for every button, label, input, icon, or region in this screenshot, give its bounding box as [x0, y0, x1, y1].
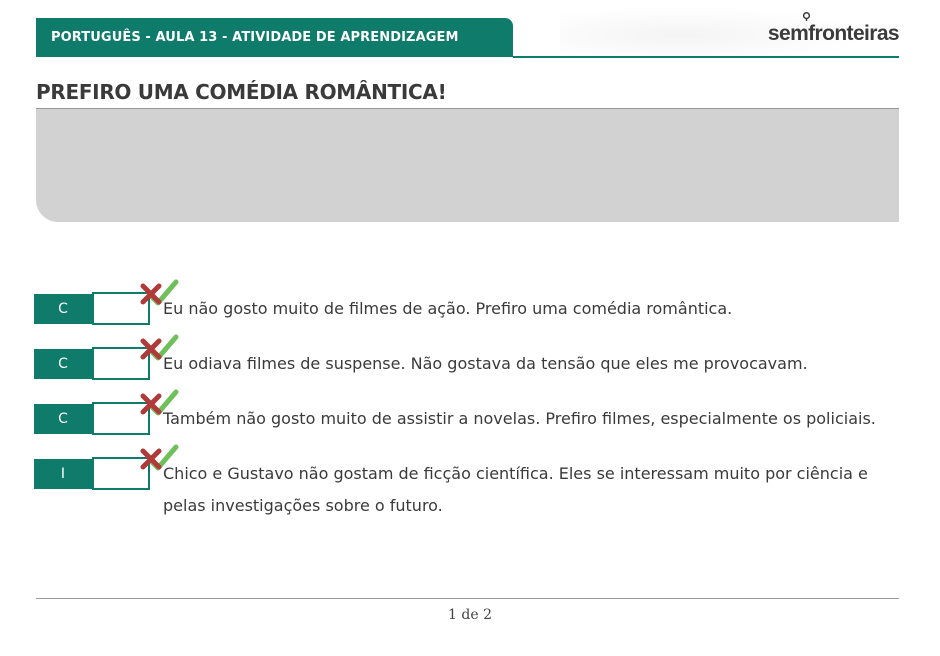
page-title: PREFIRO UMA COMÉDIA ROMÂNTICA! [36, 80, 447, 104]
statement-text: Eu não gosto muito de filmes de ação. Prefiro uma comédia romântica. [163, 299, 733, 318]
footer-divider [36, 598, 899, 599]
pagination: 1 de 2 [448, 607, 492, 623]
instructions-panel [36, 109, 899, 222]
location-pin-icon [802, 12, 811, 21]
header-divider [513, 56, 899, 58]
logo-text-fronteiras: fronteiras [808, 22, 899, 45]
answer-tag: C [34, 349, 92, 379]
statement-text: Eu odiava filmes de suspense. Não gostava da tensão que eles me provocavam. [163, 354, 808, 373]
logo-text-sem: sem [767, 22, 809, 45]
statement-text: Chico e Gustavo não gostam de ficção científica. Eles se interessam muito por ciência e pelas investigações sobre o futuro. [163, 464, 868, 515]
answer-tag: C [34, 404, 92, 434]
answer-tag: C [34, 294, 92, 324]
statement-row [0, 458, 940, 528]
answer-tag: I [34, 459, 92, 489]
semfronteiras-logo [768, 22, 899, 46]
lesson-header-title: PORTUGUÊS - AULA 13 - ATIVIDADE DE APRENDIZAGEM [36, 18, 513, 57]
statement-text: Também não gosto muito de assistir a novelas. Prefiro filmes, especialmente os policiais. [163, 409, 876, 428]
